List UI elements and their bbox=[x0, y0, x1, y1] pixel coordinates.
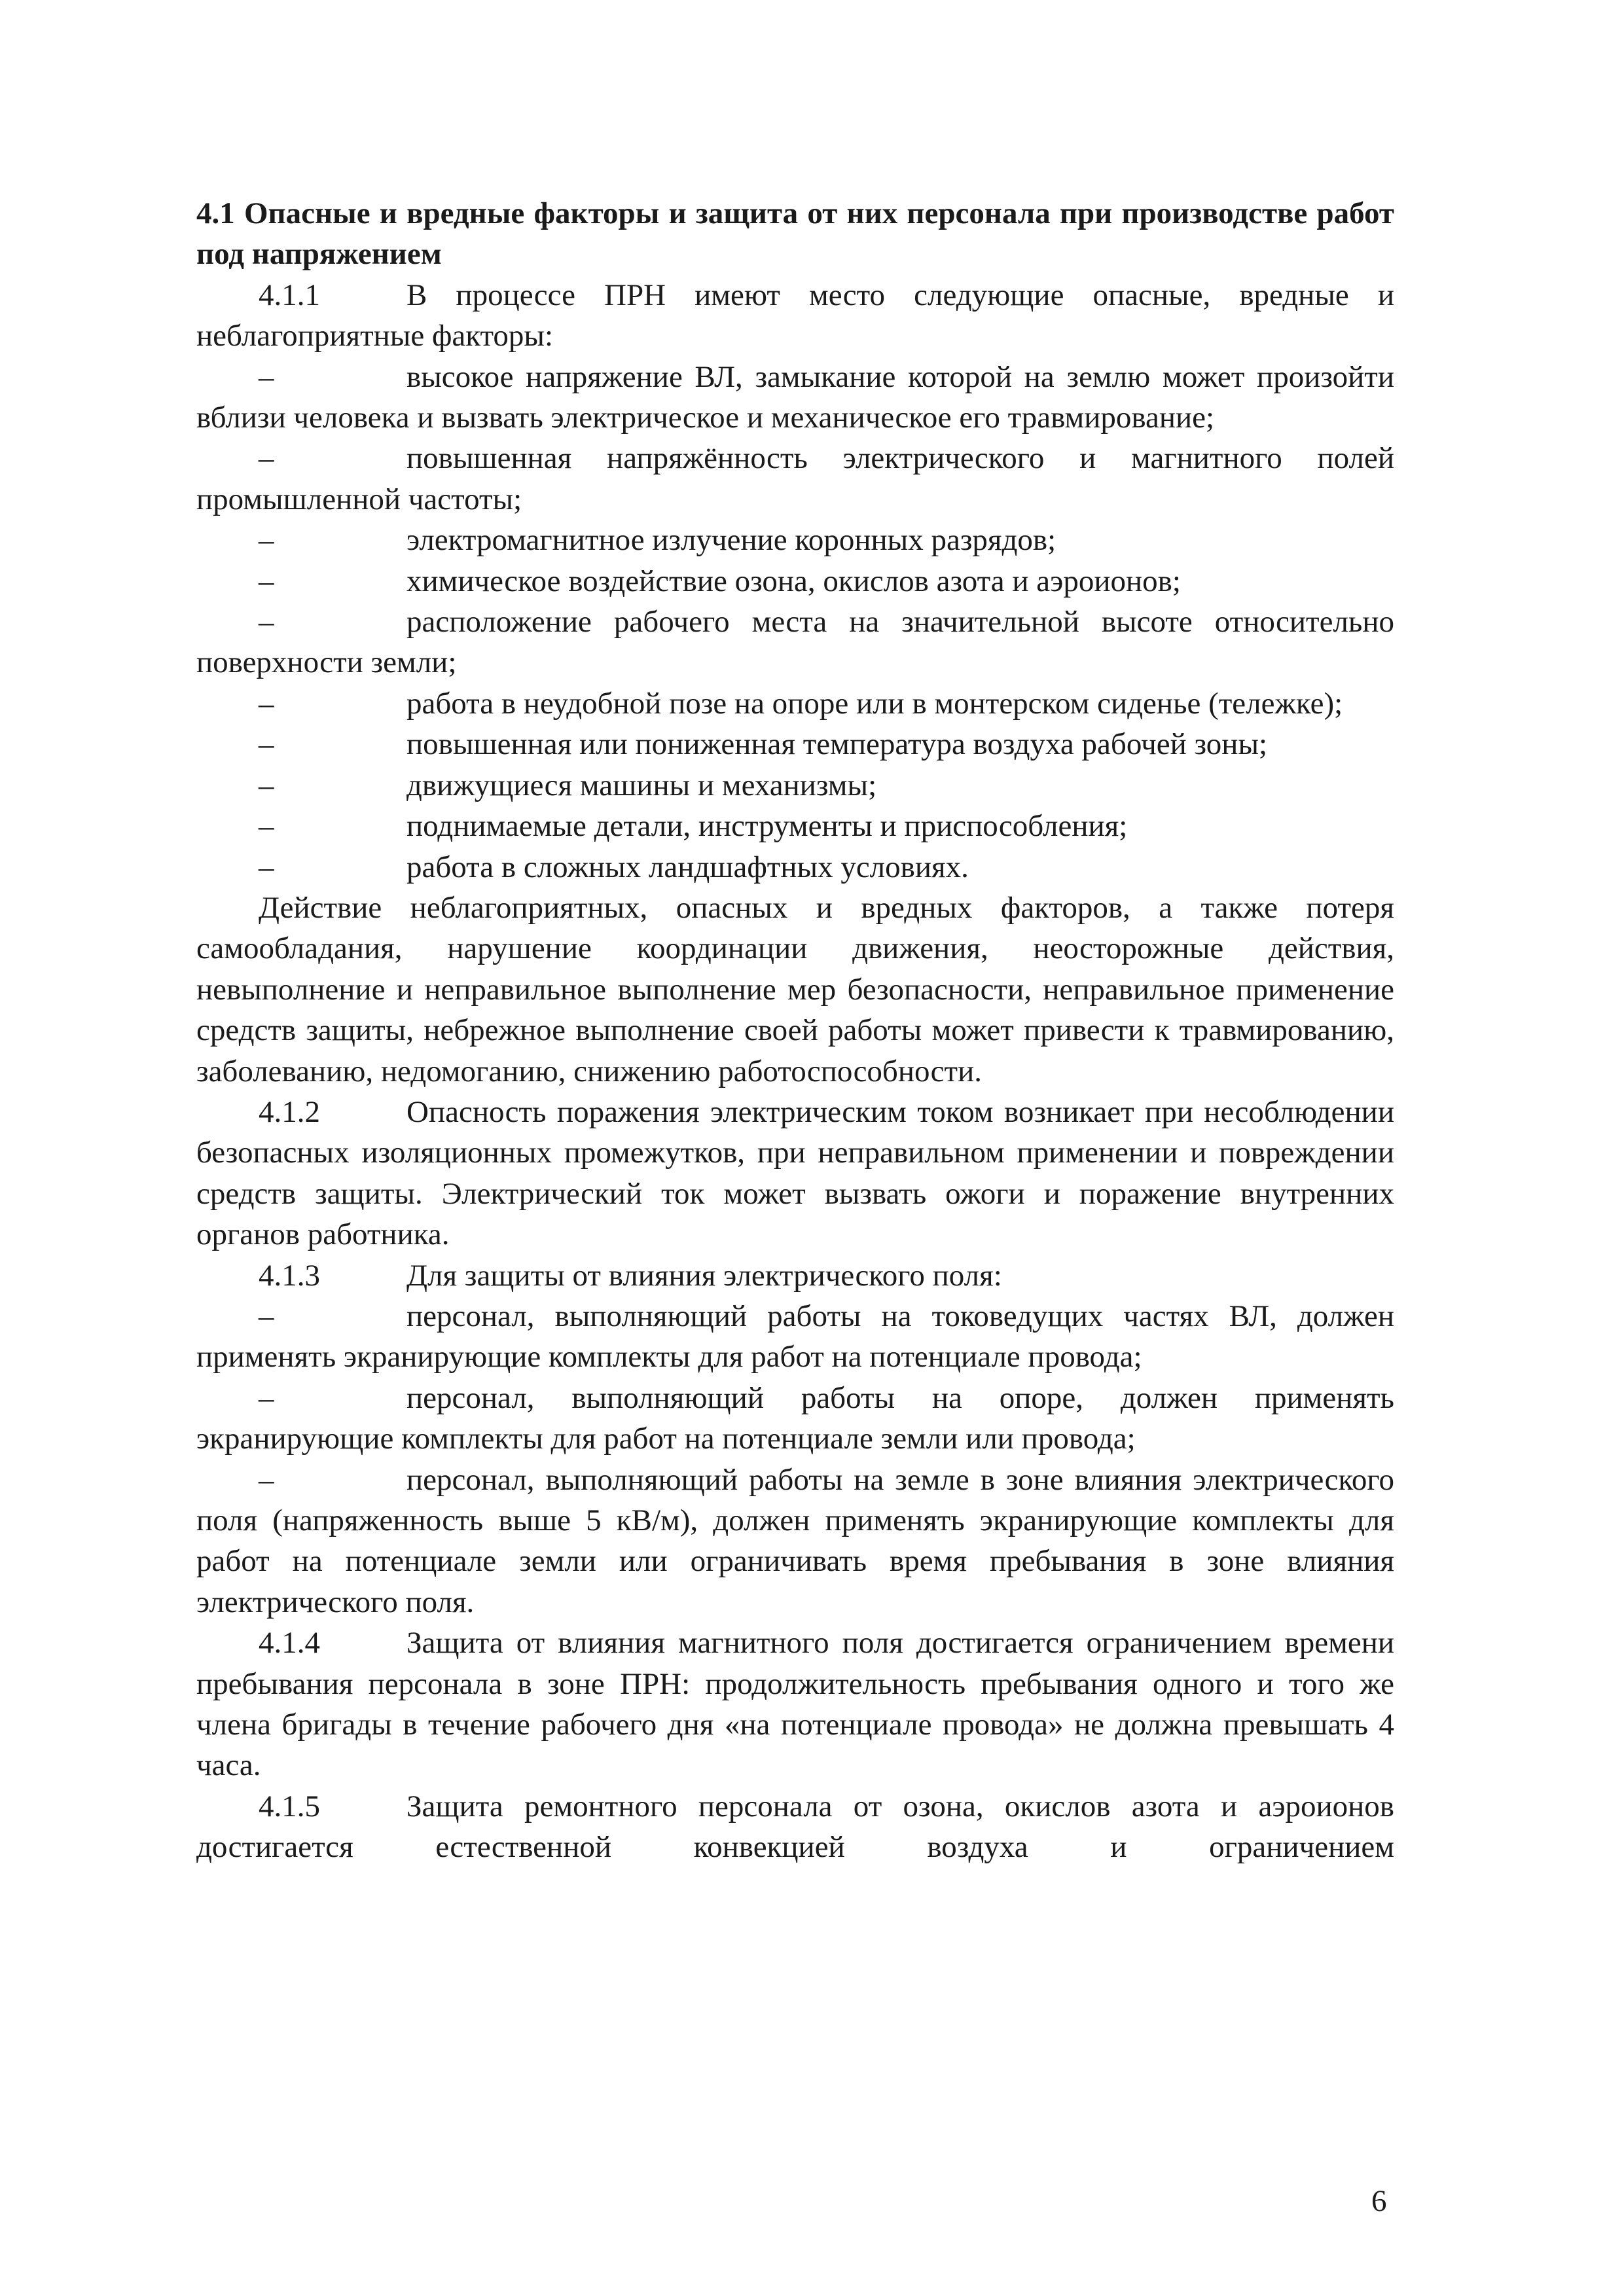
bullet-dash: – bbox=[259, 605, 274, 639]
list-item-text: поднимаемые детали, инструменты и приспособления; bbox=[406, 809, 1128, 844]
list-item-text: химическое воздействие озона, окислов азота и аэроионов; bbox=[406, 564, 1181, 598]
bullet-dash: – bbox=[259, 523, 274, 558]
list-item bbox=[196, 683, 1394, 724]
paragraph: Действие неблагоприятных, опасных и вредных факторов, а также потеря самообладания, нарушение координации движения, неосторожные действия, невыполнение и неправильное выполнение мер безопасности, неправильное применение средств защиты, небрежное выполнение своей работы может привести к травмированию, заболеванию, недомоганию, снижению работоспособности. bbox=[196, 890, 1394, 1088]
bullet-dash: – bbox=[259, 564, 274, 598]
list-item bbox=[196, 1296, 1394, 1378]
list-item bbox=[196, 357, 1394, 439]
clause-number: 4.1.3 bbox=[259, 1258, 320, 1293]
bullet-dash: – bbox=[259, 727, 274, 762]
list-item-text: движущиеся машины и механизмы; bbox=[406, 768, 877, 802]
clause-number: 4.1.1 bbox=[259, 278, 320, 312]
clause-4-1-4 bbox=[196, 1623, 1394, 1786]
bullet-dash: – bbox=[259, 686, 274, 721]
clause-text: Опасность поражения электрическим током возникает при несоблюдении безопасных изоляционных промежутков, при неправильном применении и повреждении средств защиты. Электрический ток может вызвать ожоги и поражение внутренних органов работника. bbox=[196, 1094, 1394, 1252]
list-item bbox=[196, 806, 1394, 846]
bullet-dash: – bbox=[259, 809, 274, 844]
document-body bbox=[196, 193, 1394, 1868]
list-item bbox=[196, 438, 1394, 520]
section-heading: 4.1 Опасные и вредные факторы и защита от них персонала при производстве работ под напряжением bbox=[196, 196, 1394, 272]
clause-number: 4.1.4 bbox=[259, 1626, 320, 1660]
list-item-text: работа в сложных ландшафтных условиях. bbox=[406, 850, 969, 884]
list-item-text: электромагнитное излучение коронных разрядов; bbox=[406, 523, 1056, 558]
list-item-text: высокое напряжение ВЛ, замыкание которой на землю может произойти вблизи человека и вызвать электрическое и механическое его травмирование; bbox=[196, 359, 1394, 435]
bullet-dash: – bbox=[259, 1462, 274, 1497]
list-item bbox=[196, 847, 1394, 888]
clause-text: Защита ремонтного персонала от озона, окислов азота и аэроионов достигается естественной конвекцией воздуха и ограничением bbox=[196, 1789, 1394, 1865]
list-item-text: повышенная или пониженная температура воздуха рабочей зоны; bbox=[406, 727, 1268, 762]
list-item bbox=[196, 765, 1394, 806]
list-item-text: работа в неудобной позе на опоре или в монтерском сиденье (тележке); bbox=[406, 686, 1343, 721]
list-item bbox=[196, 1378, 1394, 1460]
list-item bbox=[196, 520, 1394, 560]
bullet-dash: – bbox=[259, 359, 274, 394]
list-item bbox=[196, 1460, 1394, 1623]
clause-text: В процессе ПРН имеют место следующие опасные, вредные и неблагоприятные факторы: bbox=[196, 278, 1394, 353]
clause-4-1-1 bbox=[196, 275, 1394, 357]
clause-text: Для защиты от влияния электрического поля: bbox=[406, 1258, 1002, 1293]
clause-number: 4.1.5 bbox=[259, 1789, 320, 1823]
clause-text: Защита от влияния магнитного поля достигается ограничением времени пребывания персонала в зоне ПРН: продолжительность пребывания одного и того же члена бригады в течение рабочего дня «на потенциале провода» не должна превышать 4 часа. bbox=[196, 1626, 1394, 1783]
list-item bbox=[196, 601, 1394, 683]
bullet-dash: – bbox=[259, 850, 274, 884]
list-item-text: повышенная напряжённость электрического и магнитного полей промышленной частоты; bbox=[196, 441, 1394, 516]
bullet-dash: – bbox=[259, 1380, 274, 1415]
list-item-text: расположение рабочего места на значительной высоте относительно поверхности земли; bbox=[196, 605, 1394, 680]
list-item-text: персонал, выполняющий работы на токоведущих частях ВЛ, должен применять экранирующие комплекты для работ на потенциале провода; bbox=[196, 1299, 1394, 1374]
clause-4-1-5 bbox=[196, 1786, 1394, 1868]
list-item-text: персонал, выполняющий работы на земле в зоне влияния электрического поля (напряженность выше 5 кВ/м), должен применять экранирующие комплекты для работ на потенциале земли или ограничивать время пребывания в зоне влияния электрического поля. bbox=[196, 1462, 1394, 1619]
clause-4-1-3 bbox=[196, 1255, 1394, 1296]
list-item bbox=[196, 561, 1394, 601]
clause-4-1-2 bbox=[196, 1092, 1394, 1255]
bullet-dash: – bbox=[259, 768, 274, 802]
page-number: 6 bbox=[1371, 2184, 1387, 2218]
list-item bbox=[196, 724, 1394, 764]
list-item-text: персонал, выполняющий работы на опоре, должен применять экранирующие комплекты для работ на потенциале земли или провода; bbox=[196, 1380, 1394, 1456]
bullet-dash: – bbox=[259, 1299, 274, 1333]
clause-number: 4.1.2 bbox=[259, 1094, 320, 1129]
bullet-dash: – bbox=[259, 441, 274, 476]
